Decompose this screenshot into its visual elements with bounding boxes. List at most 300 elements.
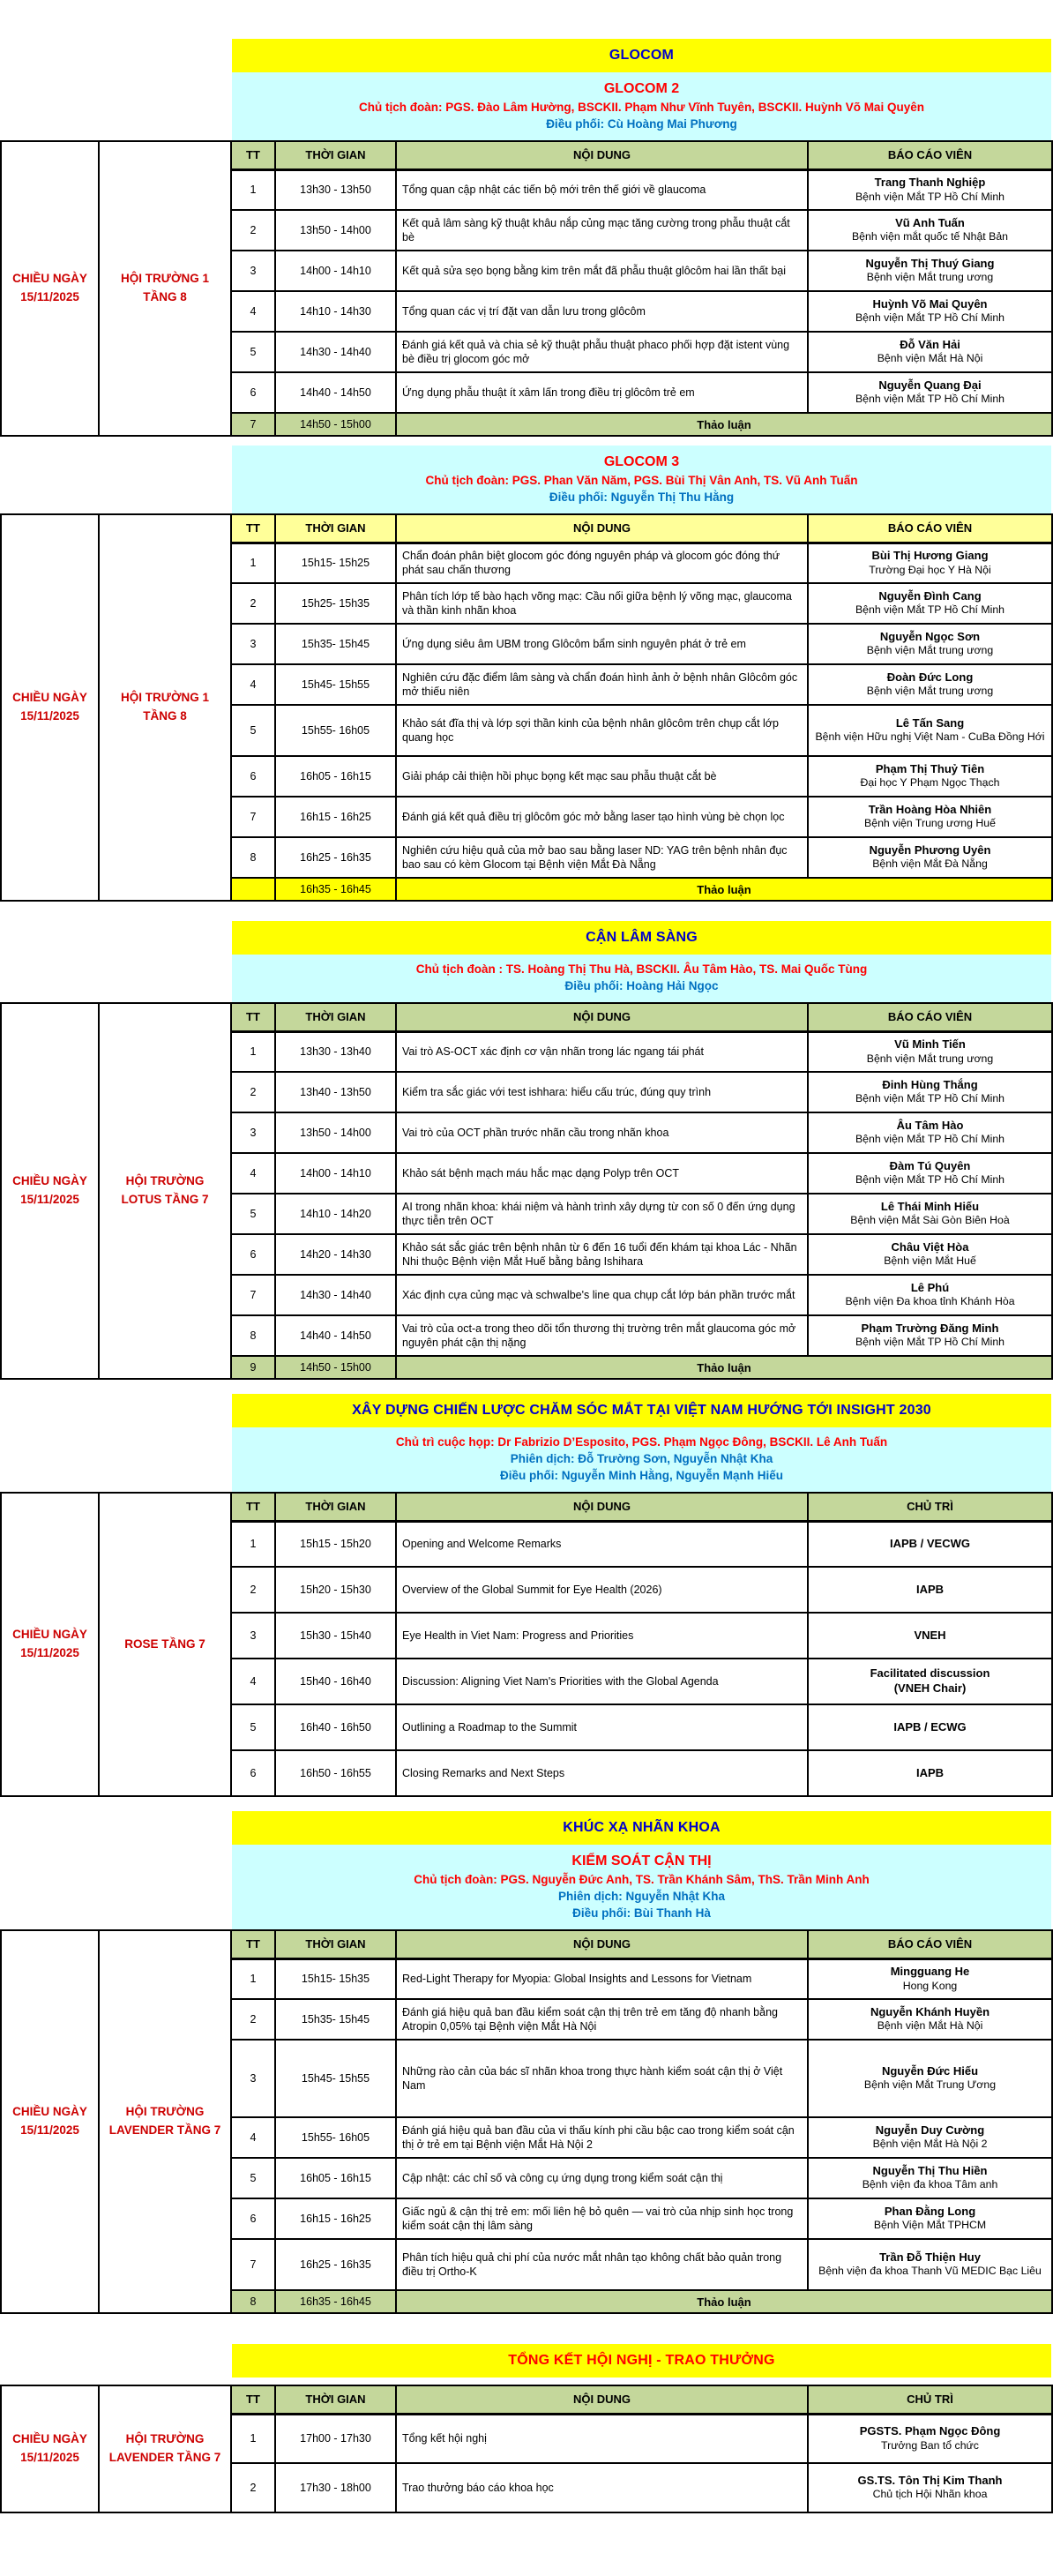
table-row <box>231 291 1052 332</box>
chairs-line: Chủ tịch đoàn: PGS. Nguyễn Đức Anh, TS. Trần Khánh Sâm, ThS. Trần Minh Anh <box>414 1873 870 1886</box>
cell-speaker <box>808 1275 1052 1315</box>
cell-content: Vai trò AS-OCT xác định cơ vận nhãn trong lác ngang tái phát <box>396 1031 808 1072</box>
speaker-org: Trường Đại học Y Hà Nội <box>869 563 991 576</box>
column-header-time: THỜI GIAN <box>275 1003 396 1031</box>
cell-time: 15h15- 15h35 <box>275 1958 396 1999</box>
speaker-name: IAPB / ECWG <box>893 1719 967 1734</box>
session-info-band <box>232 1427 1051 1492</box>
cell-time: 15h15 - 15h20 <box>275 1521 396 1567</box>
cell-time: 15h20 - 15h30 <box>275 1567 396 1613</box>
cell-tt: 7 <box>231 1275 275 1315</box>
sidebar-date-line: 15/11/2025 <box>20 1646 79 1659</box>
table-header-row <box>231 514 1052 543</box>
coordinator-line: Điều phối: Nguyễn Thị Thu Hằng <box>549 490 735 504</box>
cell-content: Khảo sát sắc giác trên bệnh nhân từ 6 đến 16 tuổi đến khám tại khoa Lác - Nhãn Nhi thuộc Bệnh viện Mắt Huế bằng bảng Ishihara <box>396 1234 808 1275</box>
column-header-speaker: BÁO CÁO VIÊN <box>808 1930 1052 1958</box>
session-table-area <box>0 1002 1053 1380</box>
speaker-name: Nguyễn Khánh Huyền <box>870 2004 990 2018</box>
speaker-name: Nguyễn Đức Hiếu <box>881 2063 979 2078</box>
session-subtitle: GLOCOM 3 <box>603 454 680 469</box>
cell-content: Red-Light Therapy for Myopia: Global Insights and Lessons for Vietnam <box>396 1958 808 1999</box>
cell-time: 14h40 - 14h50 <box>275 1315 396 1356</box>
cell-tt: 5 <box>231 1194 275 1234</box>
cell-tt: 2 <box>231 2463 275 2512</box>
cell-speaker <box>808 1194 1052 1234</box>
cell-time: 13h30 - 13h50 <box>275 169 396 210</box>
column-header-time: THỜI GIAN <box>275 1930 396 1958</box>
table-row <box>231 1315 1052 1356</box>
cell-speaker <box>808 1613 1052 1659</box>
speaker-org: Bệnh viện Mắt Hà Nội <box>877 2019 983 2033</box>
cell-content: Ứng dụng phẫu thuật ít xâm lấn trong điều trị glôcôm trẻ em <box>396 372 808 413</box>
speaker-name: Trần Đỗ Thiện Huy <box>879 2250 981 2264</box>
sidebar-date-line: 15/11/2025 <box>20 2451 79 2464</box>
cell-tt: 7 <box>231 2239 275 2290</box>
session-table <box>230 2385 1053 2513</box>
coordinator-line: Phiên dịch: Đỗ Trường Sơn, Nguyễn Nhật Kha <box>510 1452 773 1465</box>
discussion-row <box>231 878 1052 901</box>
session-bands <box>232 2344 1051 2378</box>
cell-tt: 1 <box>231 1958 275 1999</box>
table-row <box>231 2198 1052 2239</box>
cell-tt: 4 <box>231 664 275 705</box>
cell-speaker <box>808 2158 1052 2198</box>
table-row <box>231 169 1052 210</box>
column-header-speaker: BÁO CÁO VIÊN <box>808 1003 1052 1031</box>
table-row <box>231 251 1052 291</box>
cell-time: 14h40 - 14h50 <box>275 372 396 413</box>
sidebar-session-date <box>0 513 100 902</box>
speaker-org: Bệnh viện Mắt Hà Nội <box>877 352 983 365</box>
speaker-org: Bệnh viện Mắt trung ương <box>866 685 994 698</box>
cell-tt: 7 <box>231 413 275 436</box>
sidebar-date-line: CHIỀU NGÀY <box>12 272 87 286</box>
table-row <box>231 2414 1052 2463</box>
cell-tt: 8 <box>231 2290 275 2313</box>
sidebar-date-line: 15/11/2025 <box>20 1193 79 1206</box>
cell-time: 17h00 - 17h30 <box>275 2414 396 2463</box>
cell-time: 15h45- 15h55 <box>275 664 396 705</box>
coordinator-line: Điều phối: Cù Hoàng Mai Phương <box>546 117 737 131</box>
cell-tt: 1 <box>231 1031 275 1072</box>
table-row <box>231 1958 1052 1999</box>
session-subtitle: GLOCOM 2 <box>603 81 680 96</box>
speaker-org: Bệnh viện Hữu nghị Việt Nam - CuBa Đồng Hới <box>815 730 1045 744</box>
sidebar-session-date <box>0 1002 100 1380</box>
cell-time: 16h50 - 16h55 <box>275 1750 396 1796</box>
speaker-name: Lê Phú <box>910 1280 950 1294</box>
cell-speaker <box>808 2198 1052 2239</box>
cell-time: 13h40 - 13h50 <box>275 1072 396 1112</box>
cell-tt: 3 <box>231 1112 275 1153</box>
coordinator-line: Điều phối: Bùi Thanh Hà <box>572 1906 711 1920</box>
sidebar-hall <box>100 2385 232 2513</box>
session-info-band <box>232 72 1051 140</box>
speaker-org: Bệnh Viện Mắt TPHCM <box>873 2219 987 2232</box>
speaker-org: Bệnh viện Mắt TP Hồ Chí Minh <box>855 1133 1005 1146</box>
sidebar-date-line: CHIỀU NGÀY <box>12 1174 87 1188</box>
session-bands <box>232 39 1051 140</box>
speaker-name: Phạm Thị Thuỷ Tiên <box>875 761 985 775</box>
session-table-area <box>0 140 1053 437</box>
cell-tt: 1 <box>231 169 275 210</box>
table-header-row <box>231 1930 1052 1958</box>
cell-tt: 5 <box>231 332 275 372</box>
column-header-time: THỜI GIAN <box>275 141 396 169</box>
cell-time: 14h30 - 14h40 <box>275 1275 396 1315</box>
speaker-org: Bệnh viện Mắt TP Hồ Chí Minh <box>855 1336 1005 1349</box>
session-table <box>230 1002 1053 1380</box>
cell-tt: 4 <box>231 1153 275 1194</box>
cell-speaker <box>808 372 1052 413</box>
speaker-org: Bệnh viện Mắt TP Hồ Chí Minh <box>855 190 1005 203</box>
cell-time: 15h45- 15h55 <box>275 2040 396 2117</box>
table-row <box>231 543 1052 583</box>
speaker-name: Facilitated discussion <box>870 1666 990 1681</box>
cell-content: Tổng quan cập nhật các tiến bộ mới trên thế giới về glaucoma <box>396 169 808 210</box>
cell-time: 15h30 - 15h40 <box>275 1613 396 1659</box>
cell-speaker <box>808 1234 1052 1275</box>
cell-speaker <box>808 756 1052 797</box>
cell-tt: 6 <box>231 1234 275 1275</box>
column-header-content: NỘI DUNG <box>396 1493 808 1521</box>
cell-speaker <box>808 2463 1052 2512</box>
cell-content: Kết quả sửa sẹo bọng bằng kim trên mắt đã phẫu thuật glôcôm hai lần thất bại <box>396 251 808 291</box>
cell-speaker <box>808 2414 1052 2463</box>
session-table-area <box>0 513 1053 902</box>
cell-content: Closing Remarks and Next Steps <box>396 1750 808 1796</box>
cell-time: 16h35 - 16h45 <box>275 878 396 901</box>
table-row <box>231 372 1052 413</box>
column-header-content: NỘI DUNG <box>396 1003 808 1031</box>
sidebar-hall-line: HỘI TRƯỜNG <box>125 2432 205 2446</box>
chairs-line: Chủ tịch đoàn : TS. Hoàng Thị Thu Hà, BSCKII. Âu Tâm Hào, TS. Mai Quốc Tùng <box>415 962 868 976</box>
cell-speaker <box>808 1659 1052 1704</box>
coordinator-line: Điều phối: Hoàng Hải Ngọc <box>564 979 719 992</box>
cell-speaker <box>808 1704 1052 1750</box>
cell-speaker <box>808 2040 1052 2117</box>
speaker-org: Bệnh viện đa khoa Thanh Vũ MEDIC Bạc Liêu <box>818 2265 1042 2278</box>
session-bands <box>232 921 1051 1002</box>
cell-content: Trao thưởng báo cáo khoa học <box>396 2463 808 2512</box>
cell-speaker <box>808 1315 1052 1356</box>
cell-tt: 2 <box>231 1072 275 1112</box>
speaker-name: VNEH <box>914 1628 946 1642</box>
cell-time: 14h00 - 14h10 <box>275 251 396 291</box>
column-header-speaker: BÁO CÁO VIÊN <box>808 514 1052 543</box>
chairs-line: Chủ tịch đoàn: PGS. Phan Văn Năm, PGS. Bùi Thị Vân Anh, TS. Vũ Anh Tuấn <box>425 474 858 487</box>
cell-time: 16h25 - 16h35 <box>275 2239 396 2290</box>
cell-time: 13h50 - 14h00 <box>275 1112 396 1153</box>
cell-content: AI trong nhãn khoa: khái niệm và hành trình xây dựng từ con số 0 đến ứng dụng thực tiễn trên OCT <box>396 1194 808 1234</box>
session-table-area <box>0 2385 1053 2513</box>
cell-speaker <box>808 1958 1052 1999</box>
sidebar-session-date <box>0 2385 100 2513</box>
speaker-name: IAPB / VECWG <box>889 1536 970 1550</box>
cell-content: Xác định cựa củng mạc và schwalbe's line qua chụp cắt lớp bán phần trước mắt <box>396 1275 808 1315</box>
section-can-lam-sang <box>0 921 1053 1380</box>
cell-content: Overview of the Global Summit for Eye Health (2026) <box>396 1567 808 1613</box>
speaker-org: (VNEH Chair) <box>893 1681 967 1695</box>
table-row <box>231 1567 1052 1613</box>
table-row <box>231 332 1052 372</box>
table-row <box>231 1194 1052 1234</box>
cell-tt <box>231 878 275 901</box>
cell-time: 14h00 - 14h10 <box>275 1153 396 1194</box>
column-header-time: THỜI GIAN <box>275 514 396 543</box>
column-header-tt: TT <box>231 1003 275 1031</box>
band-table-gap <box>0 2378 1053 2385</box>
table-header-row <box>231 141 1052 169</box>
cell-speaker <box>808 1999 1052 2040</box>
table-header-row <box>231 2385 1052 2414</box>
cell-content: Discussion: Aligning Viet Nam's Priorities with the Global Agenda <box>396 1659 808 1704</box>
table-row <box>231 1613 1052 1659</box>
cell-time: 16h15 - 16h25 <box>275 797 396 837</box>
speaker-name: Huỳnh Võ Mai Quyên <box>872 296 988 311</box>
cell-tt: 3 <box>231 2040 275 2117</box>
cell-tt: 7 <box>231 797 275 837</box>
column-header-tt: TT <box>231 1493 275 1521</box>
cell-tt: 6 <box>231 372 275 413</box>
sidebar-date-line: 15/11/2025 <box>20 2123 79 2137</box>
sidebar-date-line: CHIỀU NGÀY <box>12 2432 87 2446</box>
sidebar-hall-line: TẦNG 8 <box>143 709 187 723</box>
cell-tt: 2 <box>231 1999 275 2040</box>
cell-speaker <box>808 169 1052 210</box>
cell-time: 13h30 - 13h40 <box>275 1031 396 1072</box>
cell-content: Đánh giá kết quả điều trị glôcôm góc mở bằng laser tạo hình vùng bè chọn lọc <box>396 797 808 837</box>
speaker-org: Bệnh viện Mắt trung ương <box>866 644 994 657</box>
speaker-name: Phan Đằng Long <box>884 2204 976 2218</box>
table-row <box>231 837 1052 878</box>
column-header-content: NỘI DUNG <box>396 2385 808 2414</box>
cell-time: 15h35- 15h45 <box>275 624 396 664</box>
speaker-org: Trưởng Ban tổ chức <box>881 2438 979 2452</box>
speaker-name: Nguyễn Ngọc Sơn <box>879 629 981 643</box>
session-table-area <box>0 1929 1053 2314</box>
column-header-speaker: CHỦ TRÌ <box>808 1493 1052 1521</box>
speaker-name: Đoàn Đức Long <box>886 670 974 684</box>
table-row <box>231 1704 1052 1750</box>
discussion-cell: Thảo luận <box>396 2290 1052 2313</box>
cell-tt: 1 <box>231 543 275 583</box>
cell-speaker <box>808 210 1052 251</box>
speaker-name: Châu Việt Hòa <box>891 1239 969 1254</box>
cell-speaker <box>808 1153 1052 1194</box>
cell-content: Đánh giá kết quả và chia sẻ kỹ thuật phẫu thuật phaco phối hợp đặt istent vùng bè điều trị glocom góc mở <box>396 332 808 372</box>
sidebar-hall <box>100 1002 232 1380</box>
cell-time: 14h50 - 15h00 <box>275 1356 396 1379</box>
discussion-cell: Thảo luận <box>396 1356 1052 1379</box>
cell-content: Phân tích hiệu quả chi phí của nước mắt nhân tạo không chất bảo quản trong điều trị Ortho-K <box>396 2239 808 2290</box>
column-header-content: NỘI DUNG <box>396 141 808 169</box>
speaker-org: Bệnh viện Trung ương Huế <box>864 817 996 830</box>
speaker-name: Phạm Trường Đăng Minh <box>861 1321 999 1335</box>
speaker-org: Bệnh viện Mắt Huế <box>884 1254 976 1268</box>
table-row <box>231 2117 1052 2158</box>
cell-speaker <box>808 837 1052 878</box>
cell-time: 16h35 - 16h45 <box>275 2290 396 2313</box>
sidebar-hall <box>100 140 232 437</box>
cell-tt: 5 <box>231 1704 275 1750</box>
column-header-tt: TT <box>231 141 275 169</box>
cell-speaker <box>808 332 1052 372</box>
speaker-org: Bệnh viện mắt quốc tế Nhật Bản <box>851 230 1009 243</box>
cell-time: 14h10 - 14h30 <box>275 291 396 332</box>
cell-tt: 6 <box>231 1750 275 1796</box>
cell-content: Đánh giá hiệu quả ban đầu của vi thấu kính phi cầu bậc cao trong kiểm soát cận thị ở trẻ em tại Bệnh viện Mắt Hà Nội 2 <box>396 2117 808 2158</box>
session-table <box>230 513 1053 902</box>
cell-tt: 9 <box>231 1356 275 1379</box>
speaker-org: Bệnh viện Mắt TP Hồ Chí Minh <box>855 603 1005 617</box>
cell-speaker <box>808 583 1052 624</box>
discussion-row <box>231 413 1052 436</box>
cell-content: Opening and Welcome Remarks <box>396 1521 808 1567</box>
table-row <box>231 1112 1052 1153</box>
cell-time: 13h50 - 14h00 <box>275 210 396 251</box>
speaker-name: IAPB <box>915 1765 945 1779</box>
cell-speaker <box>808 624 1052 664</box>
table-header-row <box>231 1493 1052 1521</box>
session-table <box>230 1929 1053 2314</box>
cell-speaker <box>808 2239 1052 2290</box>
cell-tt: 2 <box>231 1567 275 1613</box>
table-row <box>231 797 1052 837</box>
cell-content: Giải pháp cải thiện hồi phục bọng kết mạc sau phẫu thuật cắt bè <box>396 756 808 797</box>
cell-speaker <box>808 1072 1052 1112</box>
cell-speaker <box>808 1567 1052 1613</box>
session-subtitle: KIỂM SOÁT CẬN THỊ <box>571 1853 712 1868</box>
sidebar-hall <box>100 513 232 902</box>
sidebar-session-date <box>0 140 100 437</box>
cell-content: Kết quả lâm sàng kỹ thuật khâu nắp củng mạc tăng cường trong phẫu thuật cắt bè <box>396 210 808 251</box>
session-bands <box>232 446 1051 513</box>
cell-time: 14h10 - 14h20 <box>275 1194 396 1234</box>
speaker-org: Bệnh viện Mắt Trung Ương <box>863 2078 997 2092</box>
cell-content: Kiểm tra sắc giác với test ishhara: hiểu cấu trúc, đúng quy trình <box>396 1072 808 1112</box>
speaker-name: Nguyễn Thị Thuý Giang <box>865 256 995 270</box>
table-row <box>231 1275 1052 1315</box>
cell-tt: 3 <box>231 251 275 291</box>
column-header-time: THỜI GIAN <box>275 1493 396 1521</box>
cell-time: 16h15 - 16h25 <box>275 2198 396 2239</box>
table-row <box>231 1072 1052 1112</box>
sidebar-hall-line: LAVENDER TẦNG 7 <box>108 2123 221 2137</box>
table-row <box>231 756 1052 797</box>
cell-time: 15h55- 16h05 <box>275 705 396 756</box>
cell-content: Cập nhật: các chỉ số và công cụ ứng dụng trong kiểm soát cận thị <box>396 2158 808 2198</box>
cell-content: Giấc ngủ & cận thị trẻ em: mối liên hệ bỏ quên — vai trò của nhịp sinh học trong kiểm soát cận thị lâm sàng <box>396 2198 808 2239</box>
session-title-band: TỔNG KẾT HỘI NGHỊ - TRAO THƯỞNG <box>232 2344 1051 2378</box>
speaker-org: Bệnh viện Mắt Sài Gòn Biên Hoà <box>850 1214 1010 1227</box>
cell-speaker <box>808 1112 1052 1153</box>
cell-speaker <box>808 705 1052 756</box>
cell-tt: 3 <box>231 1613 275 1659</box>
table-row <box>231 1031 1052 1072</box>
sidebar-date-line: 15/11/2025 <box>20 290 79 303</box>
cell-speaker <box>808 797 1052 837</box>
speaker-name: Đàm Tú Quyên <box>889 1158 971 1172</box>
speaker-name: Vũ Anh Tuấn <box>895 215 965 229</box>
speaker-name: Trang Thanh Nghiệp <box>874 175 986 189</box>
table-row <box>231 705 1052 756</box>
cell-speaker <box>808 1750 1052 1796</box>
cell-content: Nghiên cứu đặc điểm lâm sàng và chẩn đoán hình ảnh ở bệnh nhân Glôcôm góc mở thiếu niên <box>396 664 808 705</box>
cell-speaker <box>808 543 1052 583</box>
speaker-org: Bệnh viện Mắt Đà Nẵng <box>872 857 988 871</box>
speaker-name: Nguyễn Quang Đại <box>878 378 982 392</box>
cell-tt: 8 <box>231 837 275 878</box>
table-row <box>231 1750 1052 1796</box>
cell-time: 15h35- 15h45 <box>275 1999 396 2040</box>
cell-tt: 2 <box>231 210 275 251</box>
table-row <box>231 664 1052 705</box>
cell-time: 15h15- 15h25 <box>275 543 396 583</box>
speaker-name: Nguyễn Duy Cường <box>875 2123 985 2137</box>
sidebar-session-date <box>0 1492 100 1797</box>
speaker-org: Bệnh viện đa khoa Tâm anh <box>862 2178 998 2191</box>
speaker-name: Lê Thái Minh Hiếu <box>880 1199 980 1213</box>
session-info-band <box>232 1845 1051 1929</box>
speaker-name: Bùi Thị Hương Giang <box>871 548 989 562</box>
table-row <box>231 1521 1052 1567</box>
session-title-band: XÂY DỰNG CHIẾN LƯỢC CHĂM SÓC MẮT TẠI VIỆT NAM HƯỚNG TỚI INSIGHT 2030 <box>232 1394 1051 1427</box>
table-row <box>231 624 1052 664</box>
column-header-content: NỘI DUNG <box>396 1930 808 1958</box>
section-glocom-2 <box>0 39 1053 437</box>
cell-time: 15h55- 16h05 <box>275 2117 396 2158</box>
discussion-row <box>231 2290 1052 2313</box>
speaker-org: Bệnh viện Mắt TP Hồ Chí Minh <box>855 393 1005 406</box>
sidebar-hall <box>100 1929 232 2314</box>
section-glocom-3 <box>0 446 1053 902</box>
speaker-org: Bệnh viện Mắt trung ương <box>866 271 994 284</box>
table-row <box>231 1659 1052 1704</box>
sidebar-date-line: CHIỀU NGÀY <box>12 2105 87 2119</box>
session-title-band: CẬN LÂM SÀNG <box>232 921 1051 955</box>
cell-content: Khảo sát đĩa thị và lớp sợi thần kinh của bệnh nhân glôcôm trên chụp cắt lớp quang học <box>396 705 808 756</box>
chairs-line: Chủ tịch đoàn: PGS. Đào Lâm Hường, BSCKII. Phạm Như Vĩnh Tuyên, BSCKII. Huỳnh Võ Mai Quyên <box>359 101 924 114</box>
session-table-area <box>0 1492 1053 1797</box>
cell-tt: 6 <box>231 756 275 797</box>
speaker-name: Trần Hoàng Hòa Nhiên <box>868 802 992 816</box>
sidebar-hall-line: LAVENDER TẦNG 7 <box>108 2451 221 2464</box>
speaker-name: PGSTS. Phạm Ngọc Đông <box>859 2423 1001 2437</box>
session-info-band <box>232 955 1051 1002</box>
cell-time: 16h25 - 16h35 <box>275 837 396 878</box>
speaker-name: Lê Tấn Sang <box>895 715 965 730</box>
table-row <box>231 2158 1052 2198</box>
speaker-org: Chủ tịch Hội Nhãn khoa <box>872 2488 988 2501</box>
speaker-name: Đỗ Văn Hải <box>900 337 960 351</box>
cell-tt: 5 <box>231 705 275 756</box>
table-row <box>231 1234 1052 1275</box>
speaker-name: Âu Tâm Hào <box>896 1118 964 1132</box>
cell-content: Khảo sát bệnh mạch máu hắc mạc dạng Polyp trên OCT <box>396 1153 808 1194</box>
speaker-name: Nguyễn Đình Cang <box>878 588 982 603</box>
cell-content: Vai trò của OCT phần trước nhãn cầu trong nhãn khoa <box>396 1112 808 1153</box>
discussion-cell: Thảo luận <box>396 878 1052 901</box>
coordinator-line: Điều phối: Nguyễn Minh Hằng, Nguyễn Mạnh Hiếu <box>500 1469 783 1482</box>
discussion-row <box>231 1356 1052 1379</box>
cell-tt: 3 <box>231 624 275 664</box>
table-row <box>231 210 1052 251</box>
cell-speaker <box>808 664 1052 705</box>
speaker-org: Bệnh viện Mắt TP Hồ Chí Minh <box>855 311 1005 325</box>
cell-time: 16h05 - 16h15 <box>275 2158 396 2198</box>
cell-tt: 1 <box>231 1521 275 1567</box>
